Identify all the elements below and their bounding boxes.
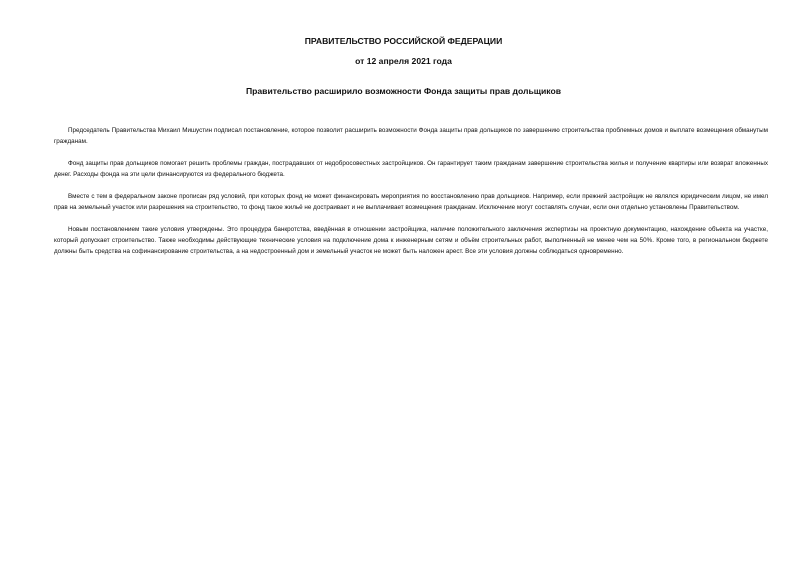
paragraph-2: Фонд защиты прав дольщиков помогает решить проблемы граждан, пострадавших от недобросовестных застройщиков. Он гарантирует таким гражданам завершение строительства жилья и получение квартиры или возврат вложенных денег. Расходы фонда на эти цели финансируются из федерального бюджета. — [54, 160, 768, 178]
organization-heading: ПРАВИТЕЛЬСТВО РОССИЙСКОЙ ФЕДЕРАЦИИ — [304, 36, 503, 46]
document-body — [54, 125, 768, 268]
document-date: от 12 апреля 2021 года — [355, 56, 452, 66]
paragraph-4: Новым постановлением такие условия утверждены. Это процедура банкротства, введённая в отношении застройщика, наличие положительного заключения экспертизы на проектную документацию, нахождение объекта на участке, который допускает строительство. Также необходимы действующие технические условия на подключение дома к инженерным сетям и объём строительных работ, выполненный не менее чем на 50%. Кроме того, в региональном бюджете должны быть средства на софинансирование строительства, а на недостроенный дом и земельный участок не может быть наложен арест. Все эти условия должны соблюдаться одновременно. — [54, 226, 768, 255]
paragraph-3: Вместе с тем в федеральном законе прописан ряд условий, при которых фонд не может финансировать мероприятия по восстановлению прав дольщиков. Например, если прежний застройщик не являлся юридическим лицом, не имел прав на земельный участок или разрешения на строительство, то фонд такое жильё не достраивает и не выплачивает возмещения гражданам. Исключение могут составлять случаи, если они отдельно установлены Правительством. — [54, 193, 768, 211]
paragraph-1: Председатель Правительства Михаил Мишустин подписал постановление, которое позволит расширить возможности Фонда защиты прав дольщиков по завершению строительства проблемных домов и выплате возмещения обманутым гражданам. — [54, 127, 768, 145]
document-title: Правительство расширило возможности Фонда защиты прав дольщиков — [245, 86, 562, 96]
